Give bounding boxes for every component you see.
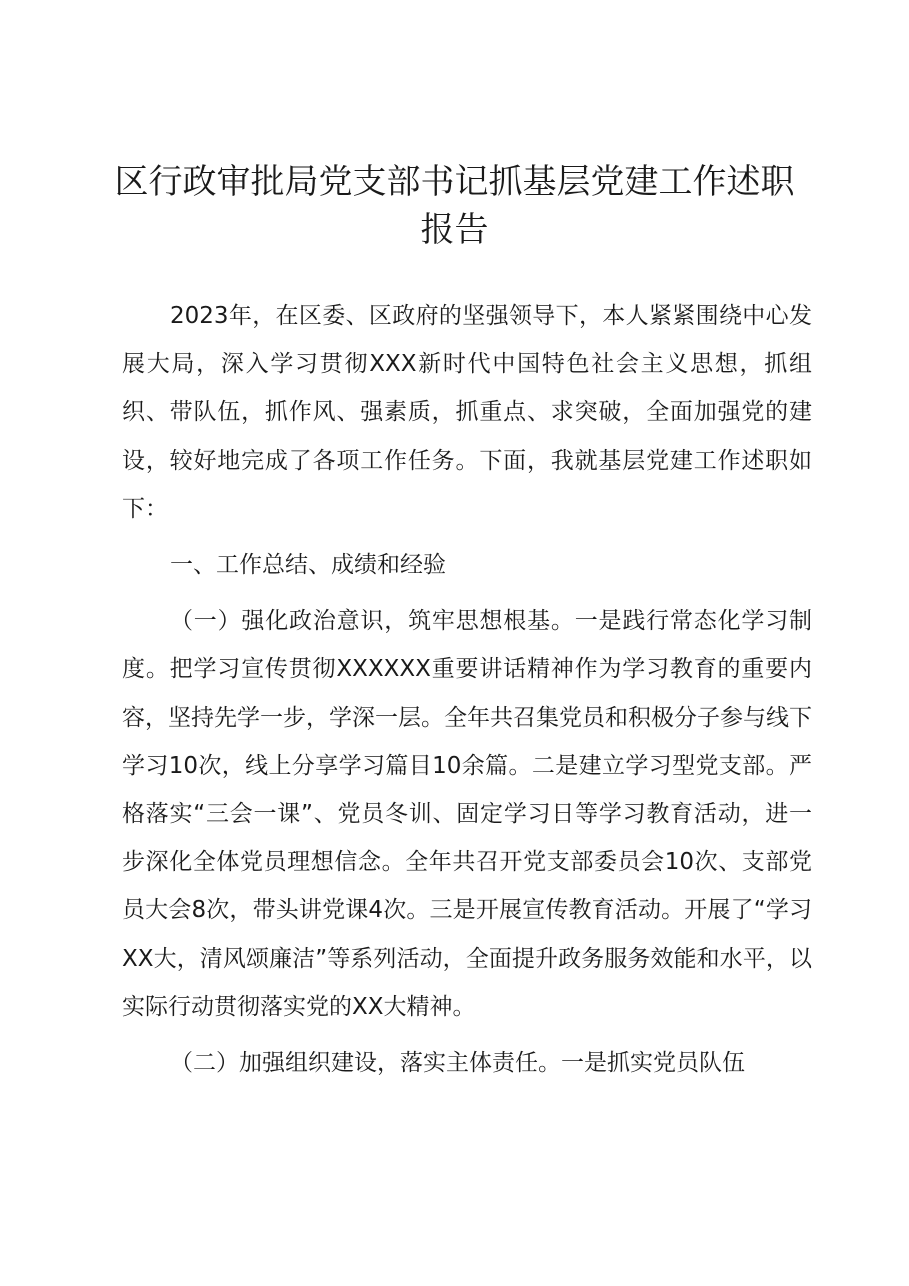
title-line-1: 区行政审批局党支部书记抓基层党建工作述职 <box>114 162 795 202</box>
subsection-paragraph-1: （一）强化政治意识，筑牢思想根基。一是践行常态化学习制度。把学习宣传贯彻XXXXXX重要讲话精神作为学习教育的重要内容，坚持先学一步，学深一层。全年共召集党员和积极分子参与线下学习10次，线上分享学习篇目10余篇。二是建立学习型党支部。严格落实“三会一课”、党员冬训、固定学习日等学习教育活动，进一步深化全体党员理想信念。全年共召开党支部委员会10次、支部党员大会8次，带头讲党课4次。三是开展宣传教育活动。开展了“学习XX大，清风颂廉洁”等系列活动，全面提升政务服务效能和水平，以实际行动贯彻落实党的XX大精神。 <box>122 608 812 1020</box>
subsection-paragraph-2: （二）加强组织建设，落实主体责任。一是抓实党员队伍 <box>170 1050 745 1077</box>
document-title <box>100 158 809 254</box>
document-body <box>122 292 812 1087</box>
intro-paragraph: 2023年，在区委、区政府的坚强领导下，本人紧紧围绕中心发展大局，深入学习贯彻XXX新时代中国特色社会主义思想，抓组织、带队伍，抓作风、强素质，抓重点、求突破，全面加强党的建设，较好地完成了各项工作任务。下面，我就基层党建工作述职如下： <box>122 303 812 522</box>
title-line-2: 报告 <box>420 210 489 250</box>
section-heading: 一、工作总结、成绩和经验 <box>170 552 446 579</box>
